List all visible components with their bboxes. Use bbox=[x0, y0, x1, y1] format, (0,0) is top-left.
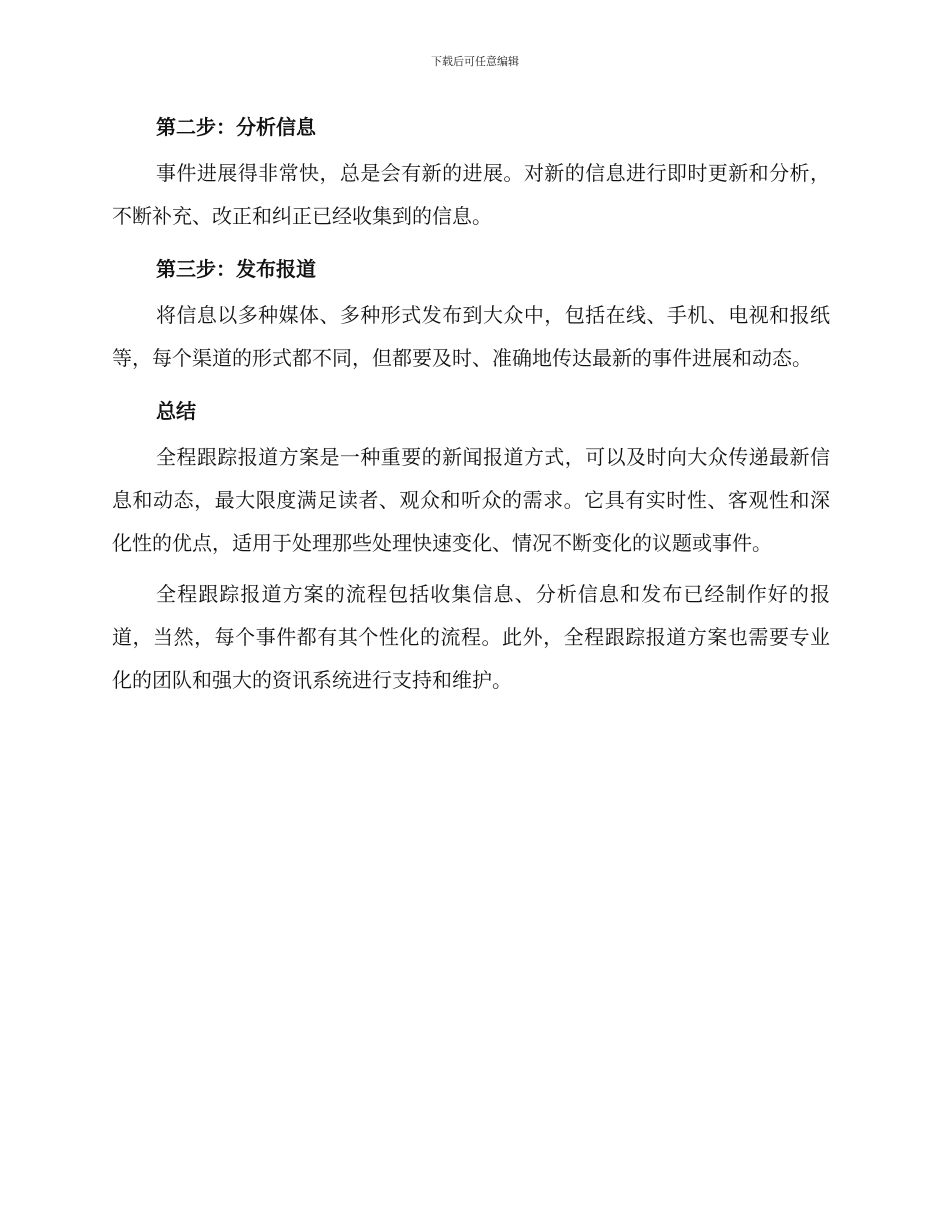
step2-paragraph: 事件进展得非常快，总是会有新的进展。对新的信息进行即时更新和分析，不断补充、改正和纠正已经收集到的信息。 bbox=[112, 161, 830, 228]
summary-heading: 总结 bbox=[156, 399, 196, 423]
step3-heading: 第三步：发布报道 bbox=[156, 257, 316, 281]
page-header: 下载后可任意编辑 bbox=[431, 55, 519, 68]
document-body bbox=[112, 110, 830, 702]
step3-paragraph: 将信息以多种媒体、多种形式发布到大众中，包括在线、手机、电视和报纸等，每个渠道的形式都不同，但都要及时、准确地传达最新的事件进展和动态。 bbox=[112, 303, 830, 370]
step2-heading: 第二步：分析信息 bbox=[156, 115, 316, 139]
summary-paragraph-1: 全程跟踪报道方案是一种重要的新闻报道方式，可以及时向大众传递最新信息和动态，最大限度满足读者、观众和听众的需求。它具有实时性、客观性和深化性的优点，适用于处理那些处理快速变化、情况不断变化的议题或事件。 bbox=[112, 445, 830, 555]
summary-paragraph-2: 全程跟踪报道方案的流程包括收集信息、分析信息和发布已经制作好的报道，当然，每个事件都有其个性化的流程。此外，全程跟踪报道方案也需要专业化的团队和强大的资讯系统进行支持和维护。 bbox=[112, 582, 830, 692]
